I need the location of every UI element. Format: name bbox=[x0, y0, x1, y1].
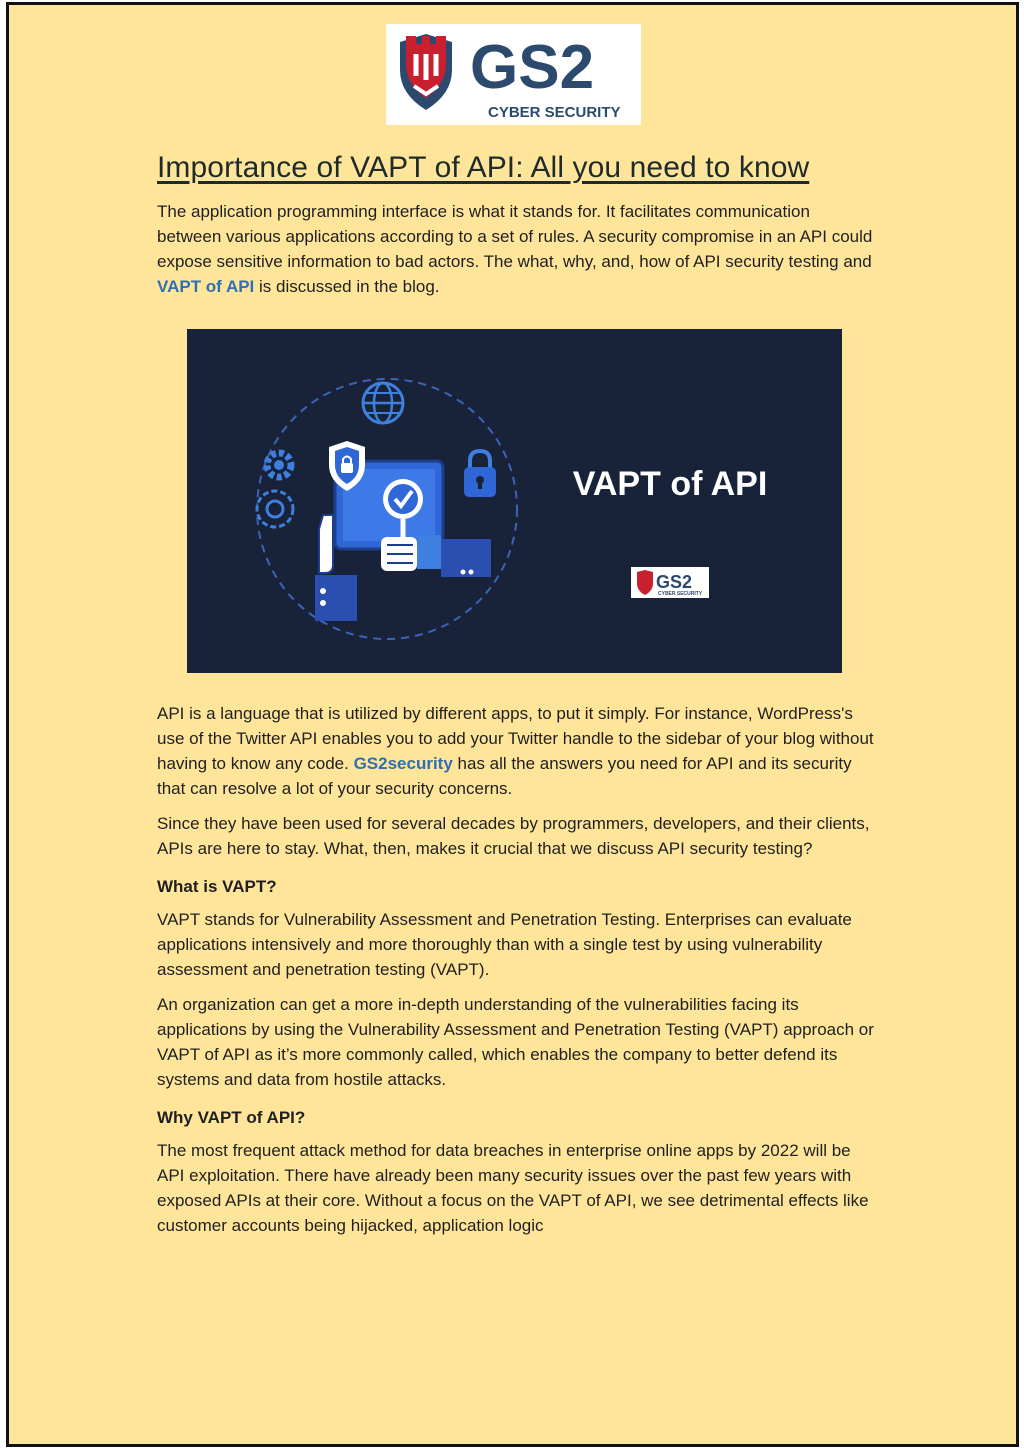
intro-text-end: is discussed in the blog. bbox=[254, 277, 440, 296]
logo-tagline: CYBER SECURITY bbox=[488, 104, 621, 121]
article-header bbox=[157, 151, 877, 309]
gs2-logo-mark bbox=[386, 24, 641, 125]
gear-icon bbox=[267, 453, 291, 477]
banner-image bbox=[187, 329, 842, 673]
banner-logo-wordmark: GS2 bbox=[656, 572, 693, 592]
banner-illustration bbox=[187, 329, 842, 673]
paragraph-vapt-organization: An organization can get a more in-depth understanding of the vulnerabilities facing its applications by using the Vulnerability Assessment and Penetration Testing (VAPT) approach or VAPT of API as it’s more commonly called, which enables the company to better defend its systems and data from hostile attacks. bbox=[157, 995, 874, 1089]
gear-outline-icon bbox=[257, 491, 293, 527]
gs2security-link[interactable]: GS2security bbox=[353, 754, 453, 773]
banner-logo-tagline: CYBER SECURITY bbox=[658, 591, 703, 597]
article-body bbox=[157, 701, 877, 1248]
page-title: Importance of VAPT of API: All you need to know bbox=[157, 151, 810, 184]
gs2-logo bbox=[386, 24, 641, 125]
paragraph-why-vapt: The most frequent attack method for data breaches in enterprise online apps by 2022 will be API exploitation. There have already been many security issues over the past few years with exposed APIs at their core. Without a focus on the VAPT of API, we see detrimental effects like customer accounts being hijacked, application logic bbox=[157, 1141, 869, 1235]
para1-text: API is a language that is utilized by different apps, to put it simply. For instance, WordPress's use of the Twitter API enables you to add your Twitter handle to the sidebar of your blog without having to know any code. bbox=[157, 704, 874, 773]
vapt-of-api-link[interactable]: VAPT of API bbox=[157, 277, 255, 296]
intro-text: The application programming interface is what it stands for. It facilitates communication between various applications according to a set of rules. A security compromise in an API could expose sensitive information to bad actors. The what, why, and, how of API security testing and bbox=[157, 202, 873, 271]
heading-what-is-vapt: What is VAPT? bbox=[157, 877, 277, 896]
padlock-icon bbox=[464, 451, 496, 497]
para1-text-end: has all the answers you need for API and its security that can resolve a lot of your security concerns. bbox=[157, 754, 852, 798]
heading-why-vapt: Why VAPT of API? bbox=[157, 1108, 306, 1127]
hand-right-icon bbox=[381, 535, 491, 577]
page-frame bbox=[6, 2, 1019, 1447]
globe-icon bbox=[363, 383, 403, 423]
paragraph-vapt-definition: VAPT stands for Vulnerability Assessment and Penetration Testing. Enterprises can evaluate applications intensively and more thoroughly than with a single test by using vulnerability assessment and penetration testing (VAPT). bbox=[157, 910, 852, 979]
banner-heading: VAPT of API bbox=[572, 465, 768, 503]
paragraph-apis-here-to-stay: Since they have been used for several decades by programmers, developers, and their clients, APIs are here to stay. What, then, makes it crucial that we discuss API security testing? bbox=[157, 814, 870, 858]
logo-wordmark: GS2 bbox=[470, 33, 595, 102]
intro-paragraph bbox=[157, 199, 877, 299]
banner-logo bbox=[631, 567, 709, 598]
paragraph-api-language bbox=[157, 701, 877, 801]
